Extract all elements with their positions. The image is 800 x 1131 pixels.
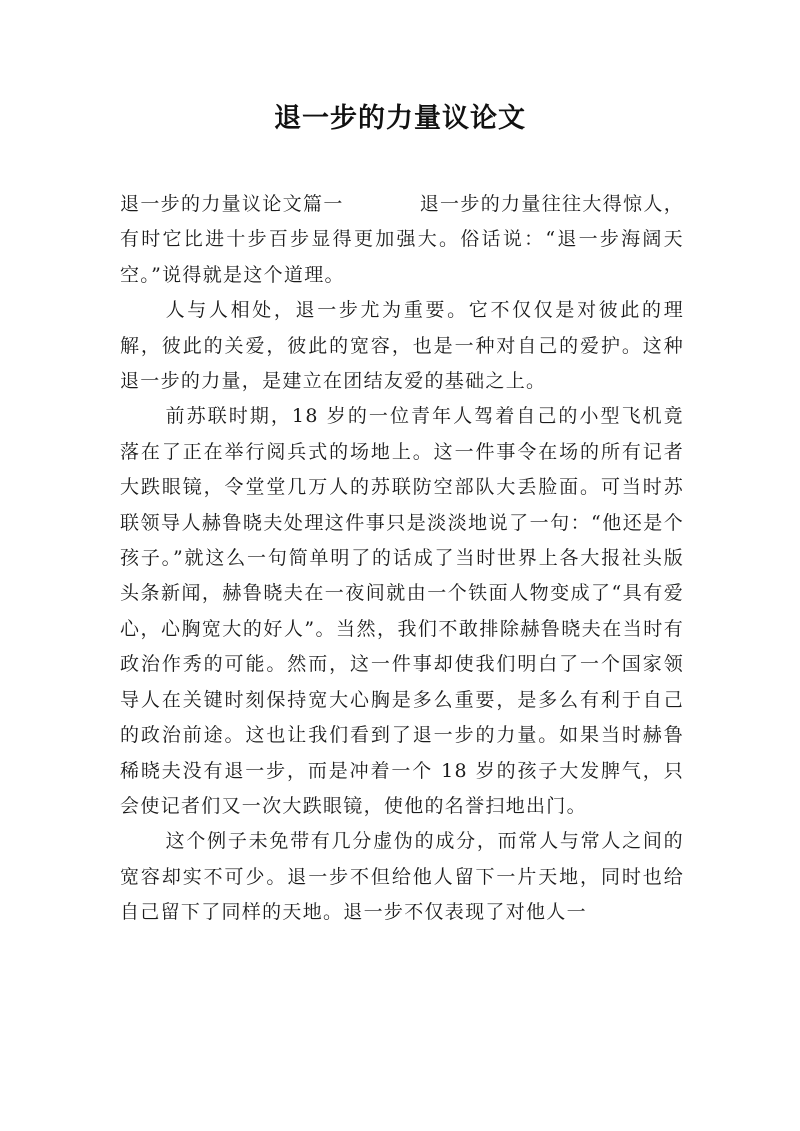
paragraph-1-text: 退一步的力量往往大得惊人，有时它比进十步百步显得更加强大。俗话说：“退一步海阔天空。”说得就是这个道理。 — [120, 193, 684, 286]
section-label: 退一步的力量议论文篇一 — [120, 193, 344, 215]
paragraph-2: 人与人相处，退一步尤为重要。它不仅仅是对彼此的理解，彼此的关爱，彼此的宽容，也是一种对自己的爱护。这种退一步的力量，是建立在团结友爱的基础之上。 — [120, 299, 684, 393]
paragraph-3: 前苏联时期，18 岁的一位青年人驾着自己的小型飞机竟落在了正在举行阅兵式的场地上。这一件事令在场的所有记者大跌眼镜，令堂堂几万人的苏联防空部队大丢脸面。可当时苏联领导人赫鲁晓夫处理这件事只是淡淡地说了一句：“他还是个孩子。”就这么一句简单明了的话成了当时世界上各大报社头版头条新闻，赫鲁晓夫在一夜间就由一个铁面人物变成了“具有爱心，心胸宽大的好人”。当然，我们不敢排除赫鲁晓夫在当时有政治作秀的可能。然而，这一件事却使我们明白了一个国家领导人在关键时刻保持宽大心胸是多么重要，是多么有利于自己的政治前途。这也让我们看到了退一步的力量。如果当时赫鲁稀晓夫没有退一步，而是冲着一个 18 岁的孩子大发脾气，只会使记者们又一次大跌眼镜，使他的名誉扫地出门。 — [120, 405, 684, 817]
document-title: 退一步的力量议论文 — [274, 103, 526, 134]
paragraph-4: 这个例子未免带有几分虚伪的成分，而常人与常人之间的宽容却实不可少。退一步不但给他人留下一片天地，同时也给自己留下了同样的天地。退一步不仅表现了对他人一 — [120, 830, 684, 924]
document-body — [120, 187, 684, 931]
paragraph-1 — [120, 187, 684, 293]
